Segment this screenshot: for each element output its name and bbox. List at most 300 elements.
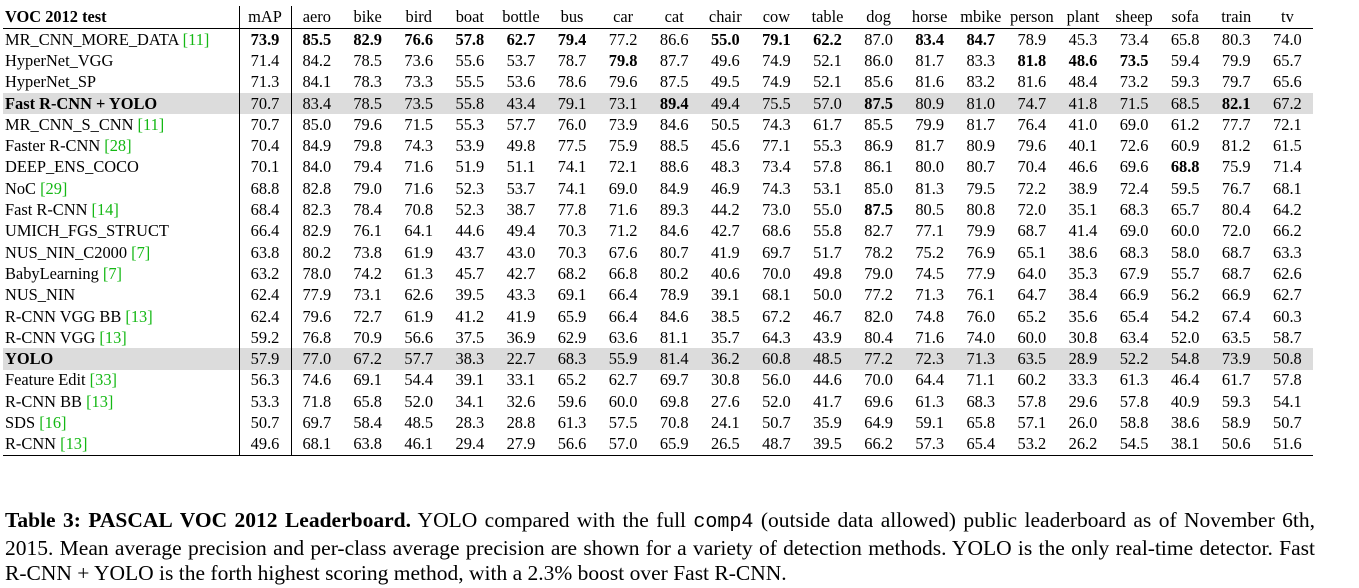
ap-value-cell: 54.1 xyxy=(1273,391,1302,411)
method-name-cell xyxy=(3,199,239,220)
ap-value-cell: 64.3 xyxy=(762,327,791,347)
ap-value-cell: 76.9 xyxy=(966,242,996,262)
ap-value-cell: 77.8 xyxy=(557,200,587,220)
ap-value-cell: 79.6 xyxy=(353,114,382,134)
caption-text-after-code: (outside data allowed) public leaderboard as of November 6th, 2015. Mean average precision and per-class average precision are shown for a variety of detection methods. YOLO is the only real-time detector. Fast R-CNN + YOLO is the forth highest scoring method, with a 2.3% boost over Fast R-CNN. xyxy=(5,508,1316,585)
ap-value-cell: 77.2 xyxy=(608,29,638,49)
ap-value-cell: 52.0 xyxy=(1170,327,1200,347)
ap-value-cell: 82.9 xyxy=(353,29,382,49)
ap-value-cell: 71.3 xyxy=(915,285,945,305)
ap-value-cell: 55.6 xyxy=(455,50,485,70)
ap-value-cell: 76.7 xyxy=(1221,178,1251,198)
ap-value-cell: 71.5 xyxy=(404,114,434,134)
ap-value-cell: 65.8 xyxy=(966,412,996,432)
ap-value-cell: 75.2 xyxy=(915,242,945,262)
method-name: NUS_NIN_C2000 xyxy=(5,242,128,262)
ap-value-cell: 73.1 xyxy=(353,285,382,305)
ap-value-cell: 58.0 xyxy=(1170,242,1200,262)
citation-link[interactable]: [11] xyxy=(182,29,210,49)
ap-value-cell: 36.9 xyxy=(506,327,536,347)
method-name-cell xyxy=(3,327,239,348)
ap-value-cell: 84.6 xyxy=(659,114,689,134)
ap-value-cell: 68.1 xyxy=(1273,178,1302,198)
ap-value-cell: 79.1 xyxy=(762,29,791,49)
caption-label: Table 3: xyxy=(5,508,81,532)
column-header-train: train xyxy=(1211,6,1262,29)
ap-value-cell: 79.1 xyxy=(546,93,597,114)
table-row xyxy=(3,242,1313,263)
ap-value-cell: 62.7 xyxy=(1273,285,1302,305)
column-header-boat: boat xyxy=(444,6,495,29)
ap-value-cell: 46.6 xyxy=(1068,157,1098,177)
ap-value-cell: 56.0 xyxy=(762,370,791,390)
ap-value-cell: 72.0 xyxy=(1221,221,1251,241)
column-header-cow: cow xyxy=(751,6,802,29)
ap-value-cell: 67.2 xyxy=(762,306,791,326)
map-value-cell: 56.3 xyxy=(239,370,291,391)
ap-value-cell: 77.2 xyxy=(864,285,893,305)
ap-value-cell: 56.6 xyxy=(546,434,597,456)
ap-value-cell: 55.3 xyxy=(813,136,842,156)
method-name-cell xyxy=(3,412,239,433)
ap-value-cell: 61.9 xyxy=(404,242,434,262)
ap-value-cell: 53.9 xyxy=(455,136,485,156)
ap-value-cell: 82.0 xyxy=(864,306,893,326)
ap-value-cell: 56.2 xyxy=(1170,285,1200,305)
ap-value-cell: 81.8 xyxy=(1017,50,1047,70)
ap-value-cell: 85.5 xyxy=(302,29,332,49)
ap-value-cell: 59.1 xyxy=(915,412,945,432)
ap-value-cell: 50.5 xyxy=(710,114,740,134)
ap-value-cell: 74.0 xyxy=(1273,29,1302,49)
ap-value-cell: 33.3 xyxy=(1068,370,1098,390)
ap-value-cell: 81.6 xyxy=(915,72,945,92)
ap-value-cell: 77.1 xyxy=(762,136,791,156)
map-value-cell: 63.2 xyxy=(239,263,291,284)
ap-value-cell: 74.9 xyxy=(762,72,791,92)
ap-value-cell: 57.1 xyxy=(1017,412,1047,432)
ap-value-cell: 71.6 xyxy=(915,327,945,347)
ap-value-cell: 80.7 xyxy=(966,157,996,177)
ap-value-cell: 84.9 xyxy=(302,136,332,156)
method-name-cell xyxy=(3,391,239,412)
ap-value-cell: 72.1 xyxy=(608,157,638,177)
ap-value-cell: 80.8 xyxy=(966,200,996,220)
ap-value-cell: 42.7 xyxy=(506,263,536,283)
ap-value-cell: 65.8 xyxy=(353,391,382,411)
ap-value-cell: 32.6 xyxy=(506,391,536,411)
ap-value-cell: 81.6 xyxy=(1017,72,1047,92)
ap-value-cell: 35.3 xyxy=(1068,263,1098,283)
ap-value-cell: 38.6 xyxy=(1170,412,1200,432)
ap-value-cell: 39.5 xyxy=(455,285,485,305)
citation-link[interactable]: [13] xyxy=(99,327,127,347)
ap-value-cell: 54.5 xyxy=(1109,434,1160,456)
ap-value-cell: 62.6 xyxy=(404,285,434,305)
ap-value-cell: 52.0 xyxy=(404,391,434,411)
ap-value-cell: 80.0 xyxy=(915,157,945,177)
ap-value-cell: 73.6 xyxy=(404,50,434,70)
ap-value-cell: 39.1 xyxy=(710,285,740,305)
ap-value-cell: 66.2 xyxy=(853,434,904,456)
ap-value-cell: 49.4 xyxy=(506,221,536,241)
ap-value-cell: 70.8 xyxy=(659,412,689,432)
ap-value-cell: 50.6 xyxy=(1211,434,1262,456)
method-name-cell xyxy=(3,135,239,156)
ap-value-cell: 63.6 xyxy=(608,327,638,347)
ap-value-cell: 86.9 xyxy=(864,136,893,156)
citation-link[interactable]: [7] xyxy=(131,242,151,262)
ap-value-cell: 53.2 xyxy=(1006,434,1057,456)
ap-value-cell: 48.3 xyxy=(710,157,740,177)
ap-value-cell: 74.5 xyxy=(915,263,945,283)
ap-value-cell: 63.8 xyxy=(342,434,393,456)
method-name: SDS xyxy=(5,412,36,432)
ap-value-cell: 46.1 xyxy=(393,434,444,456)
ap-value-cell: 57.8 xyxy=(813,157,842,177)
ap-value-cell: 71.3 xyxy=(955,348,1006,369)
ap-value-cell: 81.7 xyxy=(915,50,945,70)
ap-value-cell: 77.0 xyxy=(291,348,342,369)
ap-value-cell: 39.5 xyxy=(802,434,853,456)
ap-value-cell: 62.9 xyxy=(557,327,587,347)
ap-value-cell: 62.7 xyxy=(506,29,536,49)
ap-value-cell: 84.1 xyxy=(302,72,332,92)
ap-value-cell: 76.1 xyxy=(353,221,382,241)
table-row xyxy=(3,391,1313,412)
ap-value-cell: 78.3 xyxy=(353,72,382,92)
method-name-cell xyxy=(3,285,239,306)
citation-link[interactable]: [29] xyxy=(40,178,68,198)
ap-value-cell: 77.7 xyxy=(1221,114,1251,134)
ap-value-cell: 57.5 xyxy=(608,412,638,432)
ap-value-cell: 74.7 xyxy=(1006,93,1057,114)
ap-value-cell: 65.4 xyxy=(1119,306,1149,326)
ap-value-cell: 41.0 xyxy=(1068,114,1098,134)
table-row xyxy=(3,178,1313,199)
ap-value-cell: 79.4 xyxy=(557,29,587,49)
ap-value-cell: 70.3 xyxy=(557,221,587,241)
ap-value-cell: 41.2 xyxy=(455,306,485,326)
ap-value-cell: 79.4 xyxy=(353,157,382,177)
ap-value-cell: 79.6 xyxy=(608,72,638,92)
ap-value-cell: 59.3 xyxy=(1170,72,1200,92)
table-row xyxy=(3,50,1313,71)
ap-value-cell: 80.2 xyxy=(302,242,332,262)
ap-value-cell: 55.8 xyxy=(444,93,495,114)
ap-value-cell: 77.2 xyxy=(853,348,904,369)
ap-value-cell: 52.1 xyxy=(813,72,842,92)
ap-value-cell: 60.2 xyxy=(1017,370,1047,390)
ap-value-cell: 45.7 xyxy=(455,263,485,283)
ap-value-cell: 84.9 xyxy=(659,178,689,198)
ap-value-cell: 62.7 xyxy=(608,370,638,390)
ap-value-cell: 88.6 xyxy=(659,157,689,177)
ap-value-cell: 38.1 xyxy=(1160,434,1211,456)
ap-value-cell: 29.6 xyxy=(1068,391,1098,411)
ap-value-cell: 64.9 xyxy=(864,412,893,432)
ap-value-cell: 67.2 xyxy=(342,348,393,369)
ap-value-cell: 80.5 xyxy=(915,200,945,220)
method-name-cell xyxy=(3,178,239,199)
map-value-cell: 66.4 xyxy=(239,221,291,242)
column-header-bottle: bottle xyxy=(495,6,546,29)
ap-value-cell: 84.6 xyxy=(659,221,689,241)
method-name: BabyLearning xyxy=(5,263,99,283)
ap-value-cell: 55.7 xyxy=(1170,263,1200,283)
map-value-cell: 73.9 xyxy=(239,29,291,51)
ap-value-cell: 61.3 xyxy=(915,391,945,411)
ap-value-cell: 38.6 xyxy=(1068,242,1098,262)
ap-value-cell: 74.8 xyxy=(915,306,945,326)
ap-value-cell: 76.8 xyxy=(302,327,332,347)
ap-value-cell: 73.0 xyxy=(762,200,791,220)
ap-value-cell: 35.6 xyxy=(1068,306,1098,326)
ap-value-cell: 78.6 xyxy=(557,72,587,92)
ap-value-cell: 73.9 xyxy=(1211,348,1262,369)
ap-value-cell: 52.0 xyxy=(762,391,791,411)
ap-value-cell: 79.9 xyxy=(915,114,945,134)
ap-value-cell: 65.9 xyxy=(557,306,587,326)
ap-value-cell: 60.0 xyxy=(608,391,638,411)
ap-value-cell: 79.8 xyxy=(608,50,638,70)
ap-value-cell: 75.9 xyxy=(608,136,638,156)
ap-value-cell: 50.0 xyxy=(813,285,842,305)
ap-value-cell: 53.1 xyxy=(813,178,842,198)
ap-value-cell: 64.0 xyxy=(1017,263,1047,283)
ap-value-cell: 57.3 xyxy=(904,434,955,456)
ap-value-cell: 57.7 xyxy=(506,114,536,134)
method-name-cell xyxy=(3,242,239,263)
citation-link[interactable]: [13] xyxy=(86,391,114,411)
ap-value-cell: 46.9 xyxy=(710,178,740,198)
ap-value-cell: 71.6 xyxy=(404,157,434,177)
ap-value-cell: 53.7 xyxy=(506,178,536,198)
ap-value-cell: 57.8 xyxy=(455,29,485,49)
ap-value-cell: 69.0 xyxy=(1119,221,1149,241)
column-header-aero: aero xyxy=(291,6,342,29)
ap-value-cell: 86.6 xyxy=(659,29,689,49)
column-header-person: person xyxy=(1006,6,1057,29)
ap-value-cell: 46.4 xyxy=(1170,370,1200,390)
ap-value-cell: 81.1 xyxy=(659,327,689,347)
ap-value-cell: 51.6 xyxy=(1262,434,1313,456)
ap-value-cell: 41.8 xyxy=(1057,93,1108,114)
ap-value-cell: 69.7 xyxy=(659,370,689,390)
citation-link[interactable]: [16] xyxy=(39,412,67,432)
ap-value-cell: 80.7 xyxy=(659,242,689,262)
ap-value-cell: 28.9 xyxy=(1057,348,1108,369)
map-value-cell: 71.4 xyxy=(239,50,291,71)
ap-value-cell: 71.6 xyxy=(404,178,434,198)
method-name-cell xyxy=(3,348,239,369)
ap-value-cell: 71.5 xyxy=(1109,93,1160,114)
citation-link[interactable]: [13] xyxy=(60,434,88,454)
ap-value-cell: 40.6 xyxy=(710,263,740,283)
ap-value-cell: 51.1 xyxy=(506,157,536,177)
caption-title-rest: VOC 2012 Leaderboard. xyxy=(172,508,411,532)
ap-value-cell: 69.1 xyxy=(353,370,382,390)
ap-value-cell: 41.7 xyxy=(813,391,842,411)
citation-link[interactable]: [28] xyxy=(104,136,132,156)
column-header-bird: bird xyxy=(393,6,444,29)
method-name: UMICH_FGS_STRUCT xyxy=(5,221,169,241)
ap-value-cell: 74.2 xyxy=(353,263,382,283)
ap-value-cell: 62.2 xyxy=(813,29,842,49)
ap-value-cell: 61.3 xyxy=(557,412,587,432)
ap-value-cell: 79.0 xyxy=(864,263,893,283)
ap-value-cell: 48.5 xyxy=(404,412,434,432)
ap-value-cell: 67.9 xyxy=(1119,263,1149,283)
ap-value-cell: 73.3 xyxy=(404,72,434,92)
ap-value-cell: 84.6 xyxy=(659,306,689,326)
map-value-cell: 59.2 xyxy=(239,327,291,348)
ap-value-cell: 48.7 xyxy=(751,434,802,456)
ap-value-cell: 68.7 xyxy=(1221,242,1251,262)
leaderboard-table-container xyxy=(3,6,1313,456)
ap-value-cell: 66.4 xyxy=(608,306,638,326)
ap-value-cell: 79.5 xyxy=(966,178,996,198)
ap-value-cell: 40.1 xyxy=(1068,136,1098,156)
method-name: R-CNN BB xyxy=(5,391,82,411)
ap-value-cell: 72.7 xyxy=(353,306,382,326)
ap-value-cell: 63.4 xyxy=(1119,327,1149,347)
method-name-cell xyxy=(3,306,239,327)
ap-value-cell: 80.2 xyxy=(659,263,689,283)
ap-value-cell: 42.7 xyxy=(710,221,740,241)
ap-value-cell: 80.3 xyxy=(1221,29,1251,49)
ap-value-cell: 60.8 xyxy=(751,348,802,369)
ap-value-cell: 77.1 xyxy=(915,221,945,241)
ap-value-cell: 79.7 xyxy=(1221,72,1251,92)
citation-link[interactable]: [14] xyxy=(91,200,119,220)
ap-value-cell: 70.0 xyxy=(864,370,893,390)
ap-value-cell: 76.4 xyxy=(1017,114,1047,134)
column-header-table: table xyxy=(802,6,853,29)
ap-value-cell: 50.7 xyxy=(1273,412,1302,432)
ap-value-cell: 38.9 xyxy=(1068,178,1098,198)
ap-value-cell: 68.3 xyxy=(546,348,597,369)
ap-value-cell: 61.2 xyxy=(1170,114,1200,134)
citation-link[interactable]: [7] xyxy=(102,263,122,283)
ap-value-cell: 61.3 xyxy=(404,263,434,283)
ap-value-cell: 65.7 xyxy=(1170,200,1200,220)
ap-value-cell: 86.1 xyxy=(864,157,893,177)
ap-value-cell: 78.5 xyxy=(342,93,393,114)
ap-value-cell: 48.6 xyxy=(1068,50,1098,70)
ap-value-cell: 61.7 xyxy=(1221,370,1251,390)
ap-value-cell: 64.1 xyxy=(404,221,434,241)
method-name: YOLO xyxy=(5,349,54,369)
ap-value-cell: 74.3 xyxy=(404,136,434,156)
ap-value-cell: 55.5 xyxy=(455,72,485,92)
ap-value-cell: 73.2 xyxy=(1119,72,1149,92)
citation-link[interactable]: [11] xyxy=(137,114,165,134)
ap-value-cell: 61.7 xyxy=(813,114,842,134)
ap-value-cell: 43.9 xyxy=(813,327,842,347)
ap-value-cell: 73.8 xyxy=(353,242,382,262)
ap-value-cell: 77.5 xyxy=(557,136,587,156)
ap-value-cell: 26.0 xyxy=(1068,412,1098,432)
ap-value-cell: 79.6 xyxy=(302,306,332,326)
ap-value-cell: 69.6 xyxy=(1119,157,1149,177)
method-name: R-CNN VGG BB xyxy=(5,306,122,326)
ap-value-cell: 74.9 xyxy=(762,50,791,70)
ap-value-cell: 80.4 xyxy=(864,327,893,347)
table-row xyxy=(3,327,1313,348)
ap-value-cell: 57.8 xyxy=(1017,391,1047,411)
column-header-bus: bus xyxy=(546,6,597,29)
ap-value-cell: 81.3 xyxy=(915,178,945,198)
ap-value-cell: 75.9 xyxy=(1221,157,1251,177)
ap-value-cell: 71.4 xyxy=(1273,157,1302,177)
ap-value-cell: 67.4 xyxy=(1221,306,1251,326)
ap-value-cell: 80.4 xyxy=(1221,200,1251,220)
ap-value-cell: 60.0 xyxy=(1017,327,1047,347)
table-row xyxy=(3,434,1313,456)
ap-value-cell: 66.2 xyxy=(1273,221,1302,241)
ap-value-cell: 28.8 xyxy=(506,412,536,432)
ap-value-cell: 52.1 xyxy=(813,50,842,70)
ap-value-cell: 43.4 xyxy=(495,93,546,114)
ap-value-cell: 70.0 xyxy=(762,263,791,283)
ap-value-cell: 53.7 xyxy=(506,50,536,70)
ap-value-cell: 85.0 xyxy=(864,178,893,198)
ap-value-cell: 78.4 xyxy=(353,200,382,220)
ap-value-cell: 54.8 xyxy=(1160,348,1211,369)
voc2012-leaderboard-table xyxy=(3,6,1313,456)
ap-value-cell: 78.9 xyxy=(1017,29,1047,49)
map-value-cell: 62.4 xyxy=(239,285,291,306)
ap-value-cell: 74.1 xyxy=(557,157,587,177)
ap-value-cell: 79.8 xyxy=(353,136,382,156)
ap-value-cell: 64.2 xyxy=(1273,200,1302,220)
ap-value-cell: 66.9 xyxy=(1119,285,1149,305)
ap-value-cell: 50.8 xyxy=(1262,348,1313,369)
caption-title-pascal: PASCAL xyxy=(88,508,173,532)
ap-value-cell: 70.8 xyxy=(404,200,434,220)
ap-value-cell: 65.2 xyxy=(557,370,587,390)
ap-value-cell: 79.0 xyxy=(353,178,382,198)
ap-value-cell: 65.7 xyxy=(1273,50,1302,70)
ap-value-cell: 72.3 xyxy=(904,348,955,369)
ap-value-cell: 65.8 xyxy=(1170,29,1200,49)
map-value-cell: 63.8 xyxy=(239,242,291,263)
column-header-map: mAP xyxy=(239,6,291,29)
ap-value-cell: 74.3 xyxy=(762,178,791,198)
method-name: MR_CNN_S_CNN xyxy=(5,114,134,134)
map-value-cell: 68.4 xyxy=(239,199,291,220)
ap-value-cell: 69.7 xyxy=(302,412,332,432)
column-header-bike: bike xyxy=(342,6,393,29)
ap-value-cell: 87.5 xyxy=(659,72,689,92)
ap-value-cell: 48.4 xyxy=(1068,72,1098,92)
table-row xyxy=(3,29,1313,51)
table-row xyxy=(3,135,1313,156)
ap-value-cell: 35.7 xyxy=(710,327,740,347)
ap-value-cell: 55.3 xyxy=(455,114,485,134)
ap-value-cell: 70.9 xyxy=(353,327,382,347)
citation-link[interactable]: [13] xyxy=(125,306,153,326)
table-row xyxy=(3,412,1313,433)
ap-value-cell: 80.9 xyxy=(904,93,955,114)
ap-value-cell: 30.8 xyxy=(710,370,740,390)
citation-link[interactable]: [33] xyxy=(89,370,117,390)
ap-value-cell: 68.5 xyxy=(1160,93,1211,114)
ap-value-cell: 61.3 xyxy=(1119,370,1149,390)
table-row xyxy=(3,306,1313,327)
ap-value-cell: 68.3 xyxy=(966,391,996,411)
